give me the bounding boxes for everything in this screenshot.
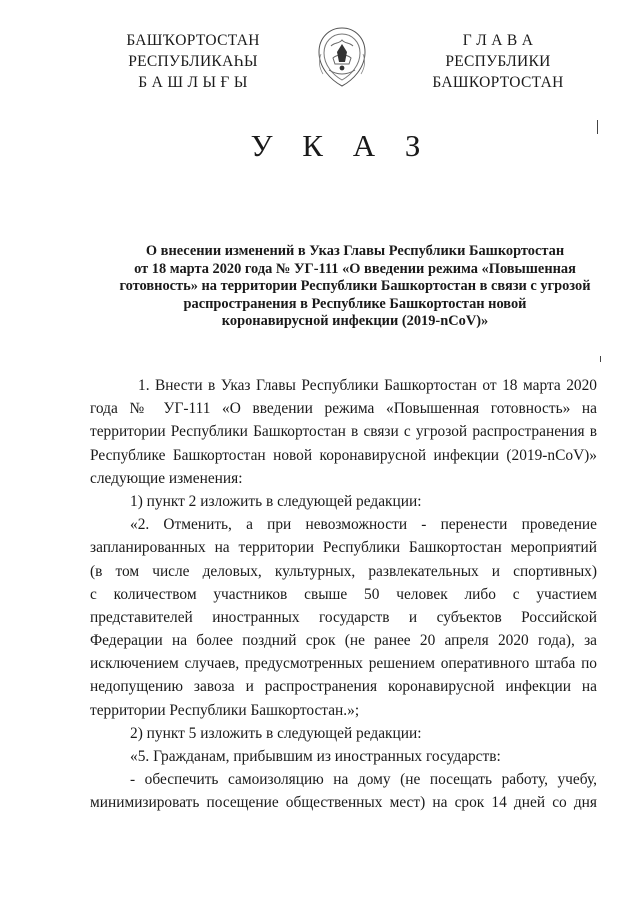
body-line-8: запланированных на территории Республики Башкортостан мероприятий <box>90 539 597 557</box>
body-line-6: 1) пункт 2 изложить в следующей редакции: <box>130 492 422 510</box>
body-line-11: представителей иностранных государств и субъектов Российской <box>90 608 597 626</box>
body-line-10: с количеством участников свыше 50 человек либо с участием <box>90 585 597 603</box>
body-line-2: года № УГ-111 «О введении режима «Повышенная готовность» на <box>90 400 597 418</box>
header-right-line-3: БАШКОРТОСТАН <box>432 74 564 91</box>
body-line-4: Республике Башкортостан новой коронавирусной инфекции (2019-nCoV)» <box>90 446 597 464</box>
body-line-12: Федерации на более поздний срок (не ранее 20 апреля 2020 года), за <box>90 632 597 650</box>
body-line-17: «5. Гражданам, прибывшим из иностранных государств: <box>130 748 501 765</box>
body-line-15: территории Республики Башкортостан.»; <box>90 701 360 719</box>
header-right-line-1: Г Л А В А <box>462 32 534 49</box>
subject-line-4: распространения в Республике Башкортостан новой <box>183 295 527 312</box>
body-line-19: минимизировать посещение общественных мест) на срок 14 дней со дня <box>90 794 597 812</box>
body-line-1: 1. Внести в Указ Главы Республики Башкортостан от 18 марта 2020 <box>138 377 597 394</box>
body-line-14: недопущению завоза и распространения коронавирусной инфекции на <box>90 678 597 696</box>
header-left-line-1: БАШҠОРТОСТАН <box>126 32 260 49</box>
body-line-18: - обеспечить самоизоляцию на дому (не посещать работу, учебу, <box>130 771 597 789</box>
subject-line-2: от 18 марта 2020 года № УГ-111 «О введении режима «Повышенная <box>134 260 576 277</box>
subject-line-3: готовность» на территории Республики Башкортостан в связи с угрозой <box>119 278 591 294</box>
body-line-5: следующие изменения: <box>90 469 243 487</box>
subject-line-5: коронавирусной инфекции (2019-nCoV)» <box>221 313 489 329</box>
document-title: У К А З <box>250 128 432 163</box>
body-line-3: территории Республики Башкортостан в связи с угрозой распространения в <box>90 423 597 441</box>
document-subject <box>60 243 640 331</box>
header-left-line-3: Б А Ш Л Ы Ғ Ы <box>138 74 248 91</box>
scan-mark <box>600 356 601 362</box>
header-left-line-2: РЕСПУБЛИКАҺЫ <box>128 53 258 70</box>
coat-of-arms-emblem-icon <box>311 24 373 90</box>
header-left-block <box>98 30 288 93</box>
body-line-9: (в том числе деловых, культурных, развлекательных и спортивных) <box>90 562 597 580</box>
header-right-line-2: РЕСПУБЛИКИ <box>445 53 551 70</box>
header-right-block <box>398 30 598 93</box>
body-line-13: исключением случаев, предусмотренных решением оперативного штаба по <box>90 655 597 673</box>
scan-mark <box>597 120 598 134</box>
subject-line-1: О внесении изменений в Указ Главы Республики Башкортостан <box>145 243 565 259</box>
body-line-7: «2. Отменить, а при невозможности - перенести проведение <box>130 516 597 534</box>
document-body <box>90 374 597 815</box>
body-line-16: 2) пункт 5 изложить в следующей редакции: <box>130 724 422 742</box>
